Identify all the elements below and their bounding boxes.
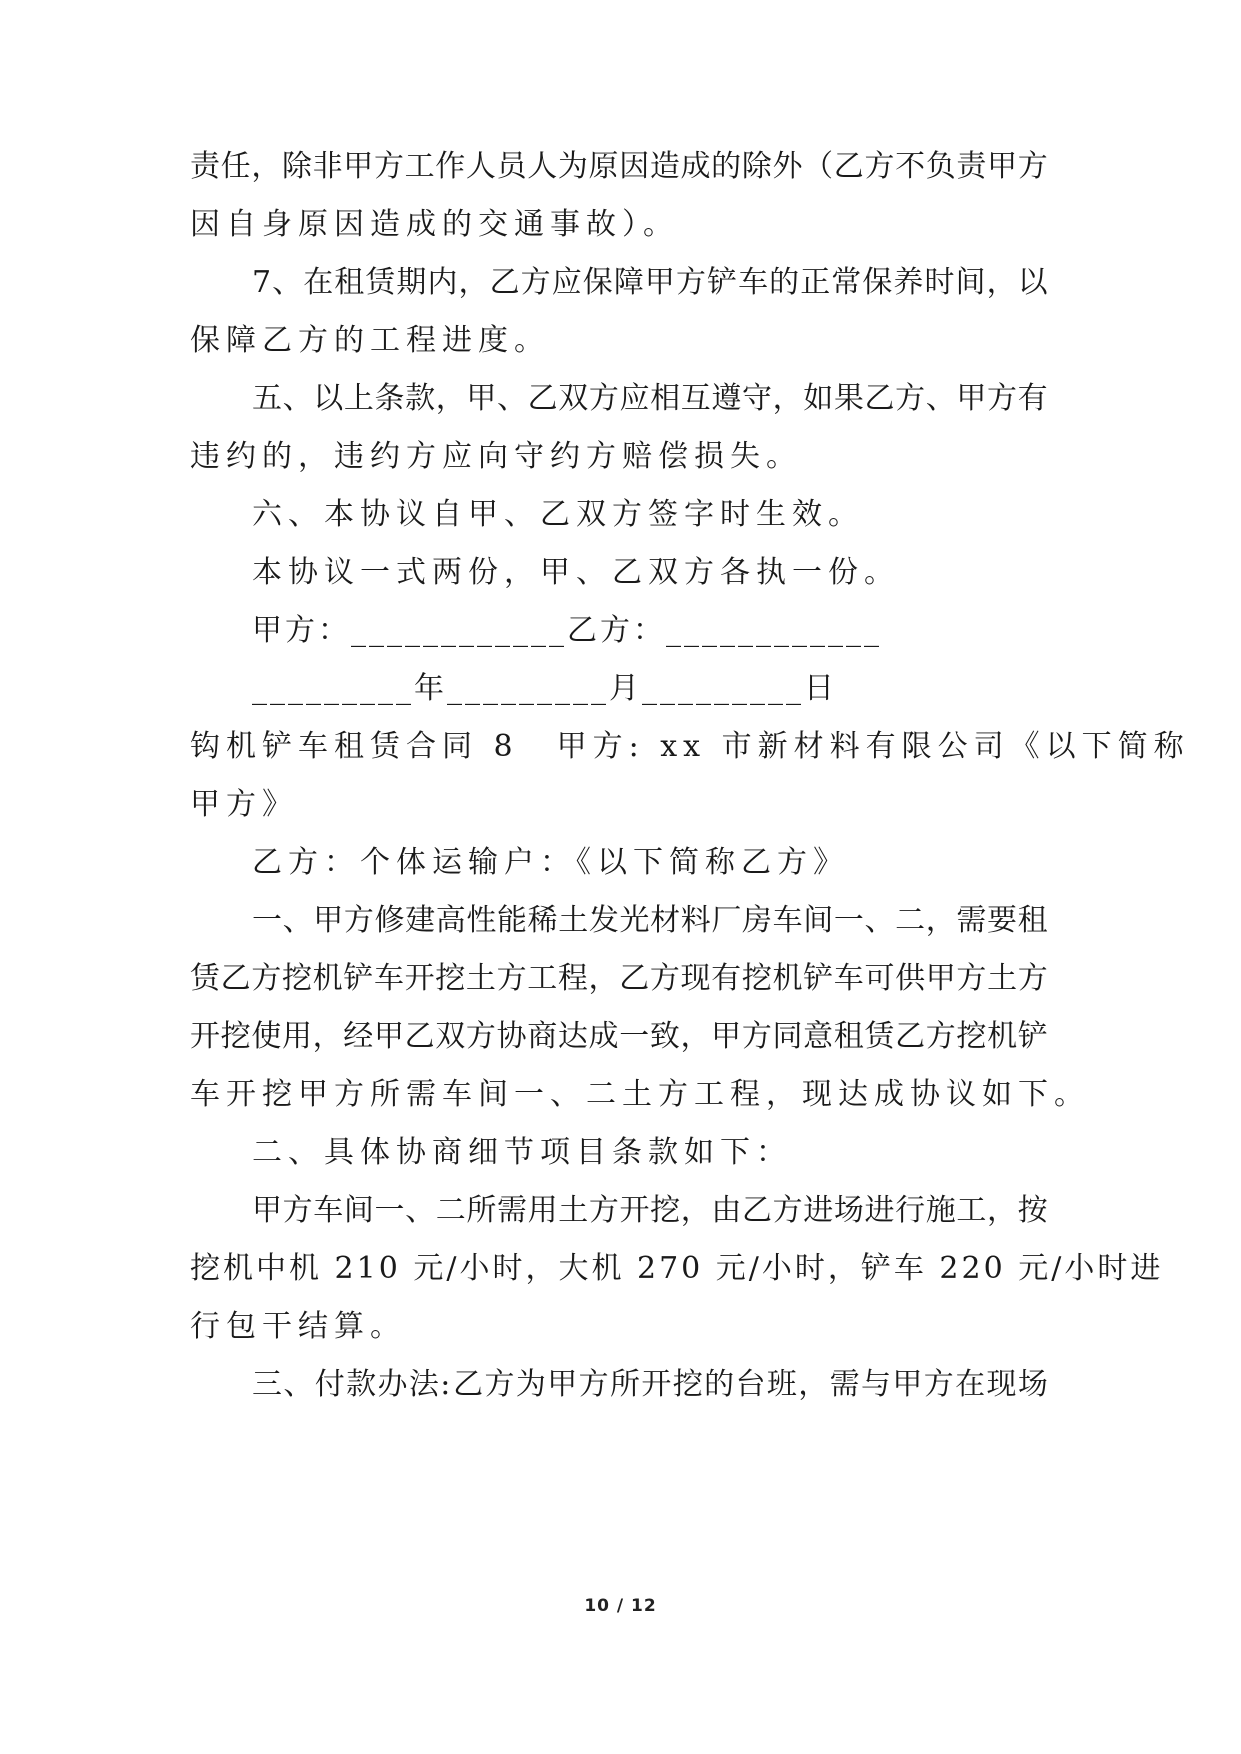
paragraph-line: 甲方》 — [190, 787, 298, 822]
party-a-intro: 甲方: xx 市新材料有限公司《以下简称 — [556, 729, 1190, 764]
paragraph-line: 行包干结算。 — [190, 1309, 406, 1344]
paragraph-line: 责 任 ， 除 非 甲 方 工 作 人 员 人 为 原 因 造 成 的 除 外 （ 乙 方 不 负 责 甲 方 — [190, 149, 1048, 184]
paragraph-line: 车开挖甲方所需车间一、二土方工程，现达成协议如下。 — [190, 1077, 1090, 1112]
paragraph-line: 挖机中机 210 元/小时，大机 270 元/小时，铲车 220 元/小时进 — [190, 1251, 1164, 1286]
contract-title: 钩机铲车租赁合同 8 — [190, 729, 519, 764]
paragraph-line: 违约的，违约方应向守约方赔偿损失。 — [190, 439, 802, 474]
paragraph-line: 7 、 在 租 赁 期 内 ， 乙 方 应 保 障 甲 方 铲 车 的 正 常 保 养 时 间 ， 以 — [252, 265, 1048, 300]
paragraph-line: 赁 乙 方 挖 机 铲 车 开 挖 土 方 工 程 ， 乙 方 现 有 挖 机 铲 车 可 供 甲 方 土 方 — [190, 961, 1048, 996]
paragraph-line: 五 、 以 上 条 款 ， 甲 、 乙 双 方 应 相 互 遵 守 ， 如 果 乙 方 、 甲 方 有 — [252, 381, 1048, 416]
paragraph-line: 保障乙方的工程进度。 — [190, 323, 550, 358]
date-line: _________年_________月_________日 — [252, 671, 837, 706]
paragraph-line: 三 、 付 款 办 法 : 乙 方 为 甲 方 所 开 挖 的 台 班 ， 需 与 甲 方 在 现 场 — [252, 1367, 1048, 1402]
signature-line: 甲方：____________乙方：____________ — [252, 613, 882, 648]
paragraph-line: 六、本协议自甲、乙双方签字时生效。 — [252, 497, 864, 532]
paragraph-line: 二、具体协商细节项目条款如下： — [252, 1135, 792, 1170]
paragraph-line: 甲 方 车 间 一 、 二 所 需 用 土 方 开 挖 ， 由 乙 方 进 场 进 行 施 工 ， 按 — [252, 1193, 1048, 1228]
paragraph-line: 开 挖 使 用 ， 经 甲 乙 双 方 协 商 达 成 一 致 ， 甲 方 同 意 租 赁 乙 方 挖 机 铲 — [190, 1019, 1048, 1054]
paragraph-line: 乙方：个体运输户：《以下简称乙方》 — [252, 845, 849, 880]
paragraph-line: 一 、 甲 方 修 建 高 性 能 稀 土 发 光 材 料 厂 房 车 间 一 、 二 ， 需 要 租 — [252, 903, 1048, 938]
page-number: 10 / 12 — [584, 1596, 657, 1616]
contract-title-line — [190, 730, 1190, 764]
paragraph-line: 因自身原因造成的交通事故）。 — [190, 207, 679, 242]
paragraph-line: 本协议一式两份，甲、乙双方各执一份。 — [252, 555, 900, 590]
